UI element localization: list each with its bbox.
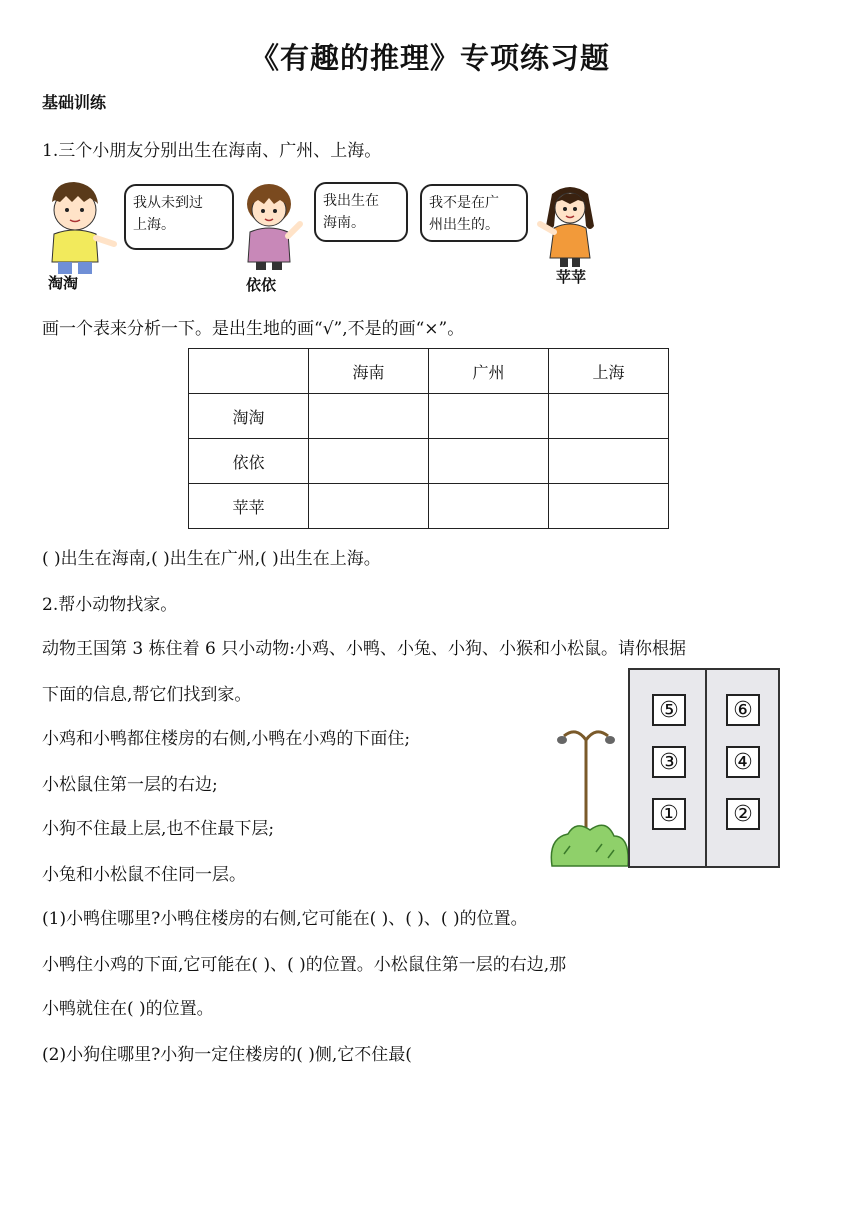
yiyi-speech-bubble xyxy=(314,182,408,242)
question-2-stem: 2.帮小动物找家。 xyxy=(42,595,178,615)
kid-yiyi-label: 依依 xyxy=(246,276,277,294)
unit-5 xyxy=(652,694,686,726)
page-title: 《有趣的推理》专项练习题 xyxy=(249,41,610,75)
kid-pingping-label: 苹苹 xyxy=(556,268,587,286)
table-row-label: 淘淘 xyxy=(189,394,309,439)
table-header-row xyxy=(189,349,669,394)
unit-1 xyxy=(652,798,686,830)
table-answer-cell[interactable] xyxy=(309,439,429,484)
table-row xyxy=(189,439,669,484)
table-answer-cell[interactable] xyxy=(429,394,549,439)
unit-2 xyxy=(726,798,760,830)
section-heading: 基础训练 xyxy=(42,93,107,112)
table-answer-cell[interactable] xyxy=(549,484,669,529)
table-answer-cell[interactable] xyxy=(549,439,669,484)
boy-icon xyxy=(40,176,120,276)
table-col-guangzhou: 广州 xyxy=(429,349,549,394)
kid-pingping-figure xyxy=(534,180,606,268)
clue-2: 小松鼠住第一层的右边; xyxy=(42,775,218,795)
table-row xyxy=(189,394,669,439)
kid-taotao-figure xyxy=(40,176,120,276)
question-2-intro-line2: 下面的信息,帮它们找到家。 xyxy=(42,685,252,705)
table-col-shanghai: 上海 xyxy=(549,349,669,394)
taotao-speech-line2: 上海。 xyxy=(133,217,175,233)
question-2-intro-line1: 动物王国第 3 栋住着 6 只小动物:小鸡、小鸭、小兔、小狗、小猴和小松鼠。请你根据 xyxy=(42,639,686,659)
unit-6-label: ⑥ xyxy=(733,697,753,723)
clue-4: 小兔和小松鼠不住同一层。 xyxy=(42,865,246,885)
analysis-table xyxy=(188,348,669,529)
question-1-answer-line[interactable]: ( )出生在海南,( )出生在广州,( )出生在上海。 xyxy=(42,549,381,569)
table-col-hainan: 海南 xyxy=(309,349,429,394)
pingping-speech-bubble xyxy=(420,184,528,242)
taotao-speech-bubble xyxy=(124,184,234,250)
sub-question-2-line1[interactable]: (2)小狗住哪里?小狗一定住楼房的( )侧,它不住最( xyxy=(42,1045,412,1065)
pingping-speech-line1: 我不是在广 xyxy=(429,195,499,211)
taotao-speech-line1: 我从未到过 xyxy=(133,195,203,211)
unit-3-label: ③ xyxy=(659,749,679,775)
yiyi-speech-line1: 我出生在 xyxy=(323,193,379,209)
table-row-label: 苹苹 xyxy=(189,484,309,529)
girl-pigtails-icon xyxy=(534,180,606,268)
table-row-label: 依依 xyxy=(189,439,309,484)
unit-6 xyxy=(726,694,760,726)
question-1-instruction: 画一个表来分析一下。是出生地的画“√”,不是的画“×”。 xyxy=(42,319,465,339)
table-answer-cell[interactable] xyxy=(429,439,549,484)
girl-icon xyxy=(236,180,306,272)
unit-5-label: ⑤ xyxy=(659,697,679,723)
question-1-stem: 1.三个小朋友分别出生在海南、广州、上海。 xyxy=(42,141,382,161)
yiyi-speech-line2: 海南。 xyxy=(323,215,365,231)
table-answer-cell[interactable] xyxy=(309,484,429,529)
unit-2-label: ② xyxy=(733,801,753,827)
sub-question-1-line3[interactable]: 小鸭就住在( )的位置。 xyxy=(42,999,214,1019)
clue-1: 小鸡和小鸭都住楼房的右侧,小鸭在小鸡的下面住; xyxy=(42,729,411,749)
unit-3 xyxy=(652,746,686,778)
table-corner-cell xyxy=(189,349,309,394)
kid-taotao-label: 淘淘 xyxy=(48,274,79,292)
building-divider xyxy=(705,670,707,866)
kid-yiyi-figure xyxy=(236,180,306,272)
unit-4-label: ④ xyxy=(733,749,753,775)
table-answer-cell[interactable] xyxy=(549,394,669,439)
table-answer-cell[interactable] xyxy=(309,394,429,439)
sub-question-1-line2[interactable]: 小鸭住小鸡的下面,它可能在( )、( )的位置。小松鼠住第一层的右边,那 xyxy=(42,955,567,975)
unit-4 xyxy=(726,746,760,778)
pingping-speech-line2: 州出生的。 xyxy=(429,217,499,233)
sub-question-1-line1[interactable]: (1)小鸭住哪里?小鸭住楼房的右侧,它可能在( )、( )、( )的位置。 xyxy=(42,909,528,929)
clue-3: 小狗不住最上层,也不住最下层; xyxy=(42,819,275,839)
table-answer-cell[interactable] xyxy=(429,484,549,529)
table-row xyxy=(189,484,669,529)
unit-1-label: ① xyxy=(659,801,679,827)
